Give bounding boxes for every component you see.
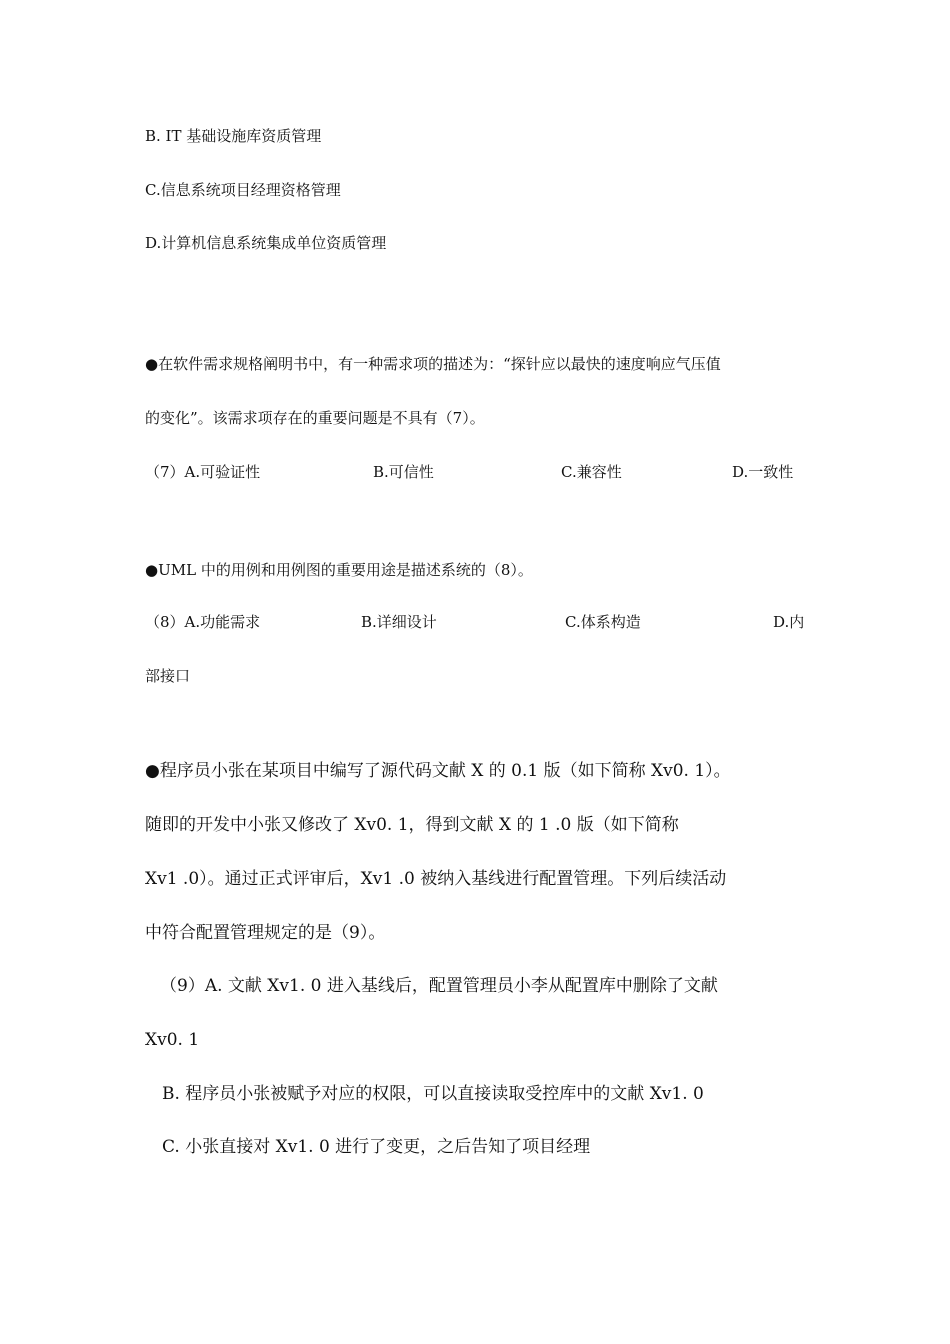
prev-option-d: D.计算机信息系统集成单位资质管理	[145, 234, 387, 252]
prev-option-b: B. IT 基础设施库资质管理	[145, 127, 322, 145]
q8-option-d-wrap: 部接口	[145, 667, 191, 685]
q9-stem-line1: ●程序员小张在某项目中编写了源代码文献 X 的 0.1 版（如下简称 Xv0. 1）。	[145, 761, 731, 781]
q9-option-a-line1: （9）A. 文献 Xv1. 0 进入基线后，配置管理员小李从配置库中删除了文献	[160, 976, 718, 996]
q7-option-d: D.一致性	[732, 463, 794, 481]
q9-stem-line2: 随即的开发中小张又修改了 Xv0. 1，得到文献 X 的 1 .0 版（如下简称	[145, 815, 679, 835]
q8-stem: ●UML 中的用例和用例图的重要用途是描述系统的（8）。	[145, 561, 533, 579]
prev-option-c: C.信息系统项目经理资格管理	[145, 181, 341, 199]
q8-option-d: D.内	[773, 613, 805, 631]
q7-option-a: （7）A.可验证性	[145, 463, 261, 481]
q7-option-c: C.兼容性	[561, 463, 622, 481]
q7-option-b: B.可信性	[373, 463, 434, 481]
q7-stem-line1: ●在软件需求规格阐明书中，有一种需求项的描述为：“探针应以最快的速度响应气压值	[145, 355, 721, 373]
q9-stem-line3: Xv1 .0）。通过正式评审后，Xv1 .0 被纳入基线进行配置管理。下列后续活动	[145, 869, 727, 889]
q9-option-a-line2: Xv0. 1	[145, 1030, 200, 1050]
q8-option-a: （8）A.功能需求	[145, 613, 261, 631]
q7-stem-line2: 的变化”。该需求项存在的重要问题是不具有（7）。	[145, 409, 485, 427]
q8-option-b: B.详细设计	[361, 613, 437, 631]
q9-stem-line4: 中符合配置管理规定的是（9）。	[145, 923, 386, 943]
q8-option-c: C.体系构造	[565, 613, 641, 631]
q9-option-b: B. 程序员小张被赋予对应的权限，可以直接读取受控库中的文献 Xv1. 0	[162, 1084, 704, 1104]
q9-option-c: C. 小张直接对 Xv1. 0 进行了变更，之后告知了项目经理	[162, 1137, 591, 1157]
